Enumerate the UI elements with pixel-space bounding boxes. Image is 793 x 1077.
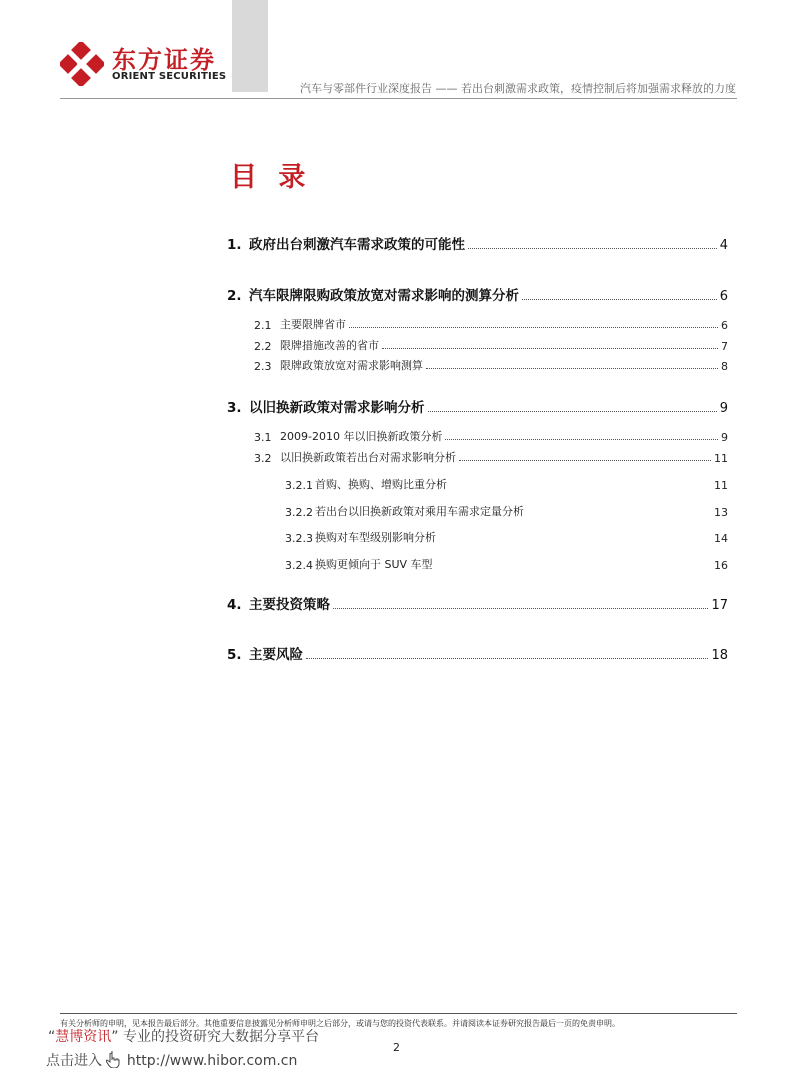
toc-subentry[interactable] bbox=[254, 428, 728, 444]
toc-dot-leader bbox=[468, 247, 717, 249]
toc-entry-title: 换购对车型级别影响分析 bbox=[315, 531, 436, 544]
page-number: 2 bbox=[393, 1041, 400, 1054]
toc-entry-page: 7 bbox=[721, 340, 728, 353]
header-divider bbox=[60, 98, 737, 99]
toc-entry[interactable] bbox=[227, 593, 728, 613]
toc-title: 目 录 bbox=[230, 162, 312, 193]
toc-entry-title: 政府出台刺激汽车需求政策的可能性 bbox=[249, 237, 465, 253]
toc-subentry[interactable] bbox=[254, 357, 728, 373]
toc-dot-leader bbox=[445, 438, 718, 440]
pointing-hand-icon bbox=[106, 1050, 122, 1068]
toc-dot-leader bbox=[382, 347, 718, 349]
toc-entry-title: 主要投资策略 bbox=[249, 597, 330, 613]
watermark-url[interactable]: http://www.hibor.com.cn bbox=[126, 1053, 298, 1069]
toc-entry-title: 若出台以旧换新政策对乘用车需求定量分析 bbox=[315, 505, 524, 518]
toc-dot-leader bbox=[428, 410, 717, 412]
toc-entry-page: 9 bbox=[719, 401, 728, 416]
toc-entry-page: 14 bbox=[714, 532, 728, 545]
toc-entry-number: 3.2 bbox=[254, 452, 272, 465]
toc-entry-page: 6 bbox=[719, 289, 728, 304]
toc-entry-number: 5. bbox=[227, 647, 242, 663]
toc-entry-page: 17 bbox=[711, 598, 728, 613]
toc-entry-title: 汽车限牌限购政策放宽对需求影响的测算分析 bbox=[249, 288, 519, 304]
toc-dot-leader bbox=[436, 567, 711, 568]
toc-entry-number: 3.2.3 bbox=[285, 532, 313, 545]
toc-entry-page: 4 bbox=[719, 238, 728, 253]
toc-entry-page: 13 bbox=[714, 506, 728, 519]
toc-entry-number: 2.1 bbox=[254, 319, 272, 332]
toc-subsubentry[interactable] bbox=[285, 556, 728, 572]
toc-subsubentry[interactable] bbox=[285, 476, 728, 492]
toc-subentry[interactable] bbox=[254, 316, 728, 332]
toc-dot-leader bbox=[426, 367, 718, 369]
toc-entry-title: 以旧换新政策对需求影响分析 bbox=[249, 400, 425, 416]
toc-entry-title: 换购更倾向于 SUV 车型 bbox=[315, 558, 433, 571]
toc-subentry[interactable] bbox=[254, 449, 728, 465]
toc-entry[interactable] bbox=[227, 643, 728, 663]
toc-dot-leader bbox=[349, 326, 718, 328]
toc-entry-number: 3.1 bbox=[254, 431, 272, 444]
toc-entry-page: 11 bbox=[714, 452, 728, 465]
toc-entry-page: 9 bbox=[721, 431, 728, 444]
toc-entry-number: 1. bbox=[227, 237, 242, 253]
toc-entry-number: 3.2.4 bbox=[285, 559, 313, 572]
toc-entry-number: 3.2.1 bbox=[285, 479, 313, 492]
toc-subsubentry[interactable] bbox=[285, 529, 728, 545]
toc-subentry[interactable] bbox=[254, 337, 728, 353]
toc-entry-page: 6 bbox=[721, 319, 728, 332]
toc-entry-number: 2. bbox=[227, 288, 242, 304]
watermark-brand: 慧博资讯 bbox=[55, 1029, 112, 1045]
toc-entry-title: 以旧换新政策若出台对需求影响分析 bbox=[280, 451, 456, 464]
toc-dot-leader bbox=[439, 540, 711, 541]
toc-entry-number: 2.3 bbox=[254, 360, 272, 373]
toc-entry-number: 3. bbox=[227, 400, 242, 416]
toc-entry-page: 8 bbox=[721, 360, 728, 373]
footer-divider bbox=[60, 1013, 737, 1014]
watermark-enter: 点击进入 bbox=[46, 1053, 102, 1069]
toc-entry-title: 2009-2010 年以旧换新政策分析 bbox=[280, 430, 443, 443]
header-gray-band bbox=[232, 0, 268, 92]
toc-entry[interactable] bbox=[227, 396, 728, 416]
watermark-slogan-text: 专业的投资研究大数据分享平台 bbox=[122, 1029, 319, 1045]
toc-entry[interactable] bbox=[227, 233, 728, 253]
toc-subsubentry[interactable] bbox=[285, 503, 728, 519]
footer-disclaimer: 有关分析师的申明，见本报告最后部分。其他重要信息披露见分析师申明之后部分，或请与您的投资代表联系。并请阅读本证券研究报告最后一页的免责申明。 bbox=[60, 1019, 620, 1028]
toc-entry-title: 限牌政策放宽对需求影响测算 bbox=[280, 359, 423, 372]
toc-entry-page: 16 bbox=[714, 559, 728, 572]
toc-dot-leader bbox=[333, 607, 708, 609]
toc-entry[interactable] bbox=[227, 284, 728, 304]
toc-dot-leader bbox=[459, 459, 711, 461]
watermark-slogan: “慧博资讯” 专业的投资研究大数据分享平台 bbox=[48, 1029, 319, 1045]
toc-entry-number: 3.2.2 bbox=[285, 506, 313, 519]
toc-dot-leader bbox=[306, 657, 708, 659]
toc-entry-page: 18 bbox=[711, 648, 728, 663]
toc-dot-leader bbox=[522, 298, 717, 300]
toc-dot-leader bbox=[450, 487, 711, 488]
toc-entry-number: 2.2 bbox=[254, 340, 272, 353]
toc-entry-number: 4. bbox=[227, 597, 242, 613]
toc-entry-title: 限牌措施改善的省市 bbox=[280, 339, 379, 352]
toc-entry-title: 主要限牌省市 bbox=[280, 318, 346, 331]
watermark-link[interactable] bbox=[46, 1050, 297, 1070]
toc-entry-title: 主要风险 bbox=[249, 647, 303, 663]
toc-dot-leader bbox=[527, 514, 711, 515]
toc-entry-page: 11 bbox=[714, 479, 728, 492]
orient-logo-icon bbox=[60, 42, 104, 86]
brand-name-cn: 东方证券 bbox=[112, 46, 216, 74]
report-subtitle: 汽车与零部件行业深度报告 —— 若出台刺激需求政策，疫情控制后将加强需求释放的力度 bbox=[300, 82, 736, 95]
toc-entry-title: 首购、换购、增购比重分析 bbox=[315, 478, 447, 491]
watermark-quote: “ bbox=[48, 1029, 56, 1045]
brand-name-en: ORIENT SECURITIES bbox=[112, 71, 227, 82]
